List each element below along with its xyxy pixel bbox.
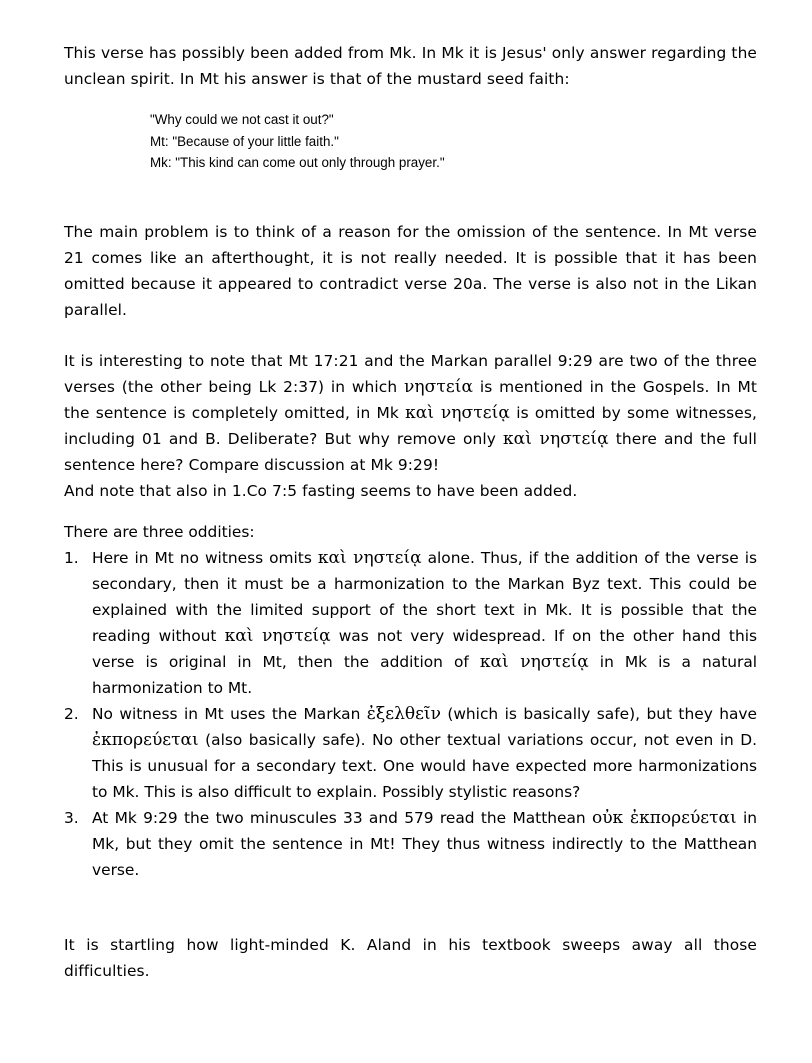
oddities-list bbox=[64, 545, 757, 883]
quote-line-mk: Mk: "This kind can come out only through prayer." bbox=[150, 155, 445, 170]
text-run: No witness in Mt uses the Markan bbox=[92, 704, 367, 723]
quote-block bbox=[150, 109, 757, 174]
text-run: in Mk is a natural harmonization to Mt. bbox=[92, 652, 758, 697]
text-run: is mentioned in the Gospels. In Mt the sentence is completely omitted, in Mk bbox=[64, 377, 758, 422]
text-run: And note that also in 1.Co 7:5 fasting seems to have been added. bbox=[64, 481, 578, 500]
greek-text: καὶ νηστείᾳ bbox=[405, 402, 511, 423]
text-run: was not very widespread. If on the other hand this verse is original in Mt, then the addition of bbox=[92, 626, 757, 671]
greek-text: ἐξελθεῖν bbox=[366, 703, 441, 724]
quote-line-question: "Why could we not cast it out?" bbox=[150, 112, 334, 127]
paragraph-omission-problem: The main problem is to think of a reason for the omission of the sentence. In Mt verse 21 comes like an afterthought, it is not really needed. It is possible that it has been omitted because it appeared to contradict verse 20a. The verse is also not in the Likan parallel. bbox=[64, 222, 757, 319]
text-run: At Mk 9:29 the two minuscules 33 and 579 read the Matthean bbox=[92, 808, 592, 827]
paragraph-conclusion: It is startling how light-minded K. Aland in his textbook sweeps away all those difficulties. bbox=[64, 935, 757, 980]
text-run: Here in Mt no witness omits bbox=[92, 548, 318, 567]
text-run: (which is basically safe), but they have bbox=[440, 704, 757, 723]
greek-text: καὶ νηστείᾳ bbox=[502, 428, 609, 449]
list-item bbox=[64, 545, 757, 701]
list-number: 2. bbox=[64, 704, 79, 723]
greek-text: νηστεία bbox=[403, 376, 474, 397]
greek-text: καὶ νηστείᾳ bbox=[479, 651, 589, 672]
text-run: in Mk, but they omit the sentence in Mt! They thus witness indirectly to the Matthean verse. bbox=[92, 808, 758, 879]
oddities-intro: There are three oddities: bbox=[64, 522, 255, 541]
text-run: there and the full sentence here? Compare discussion at Mk 9:29! bbox=[64, 429, 758, 474]
paragraph-fasting-verses bbox=[64, 348, 757, 504]
list-number: 1. bbox=[64, 548, 79, 567]
text-run: (also basically safe). No other textual variations occur, not even in D. This is unusual for a secondary text. One would have expected more harmonizations to Mk. This is also difficult to explain. Possibly stylistic reasons? bbox=[92, 730, 757, 801]
list-number: 3. bbox=[64, 808, 79, 827]
greek-text: καὶ νηστείᾳ bbox=[317, 547, 422, 568]
greek-text: καὶ νηστείᾳ bbox=[224, 625, 331, 646]
paragraph-intro: This verse has possibly been added from Mk. In Mk it is Jesus' only answer regarding the unclean spirit. In Mt his answer is that of the mustard seed faith: bbox=[64, 44, 757, 88]
text-run: It is interesting to note that Mt 17:21 and the Markan parallel 9:29 are two of the three verses (the other being Lk 2:37) in which bbox=[64, 351, 757, 396]
document-page bbox=[64, 40, 757, 984]
text-run: is omitted by some witnesses, including 01 and B. Deliberate? But why remove only bbox=[64, 403, 757, 448]
text-run: alone. Thus, if the addition of the verse is secondary, then it must be a harmonization to the Markan Byz text. This could be explained with the limited support of the short text in Mk. It is possible that the reading without bbox=[92, 548, 758, 645]
greek-text: οὐκ ἐκπορεύεται bbox=[591, 807, 737, 828]
quote-line-mt: Mt: "Because of your little faith." bbox=[150, 133, 339, 149]
greek-text: ἐκπορεύεται bbox=[92, 729, 199, 750]
list-item bbox=[64, 701, 757, 805]
list-item bbox=[64, 805, 757, 883]
